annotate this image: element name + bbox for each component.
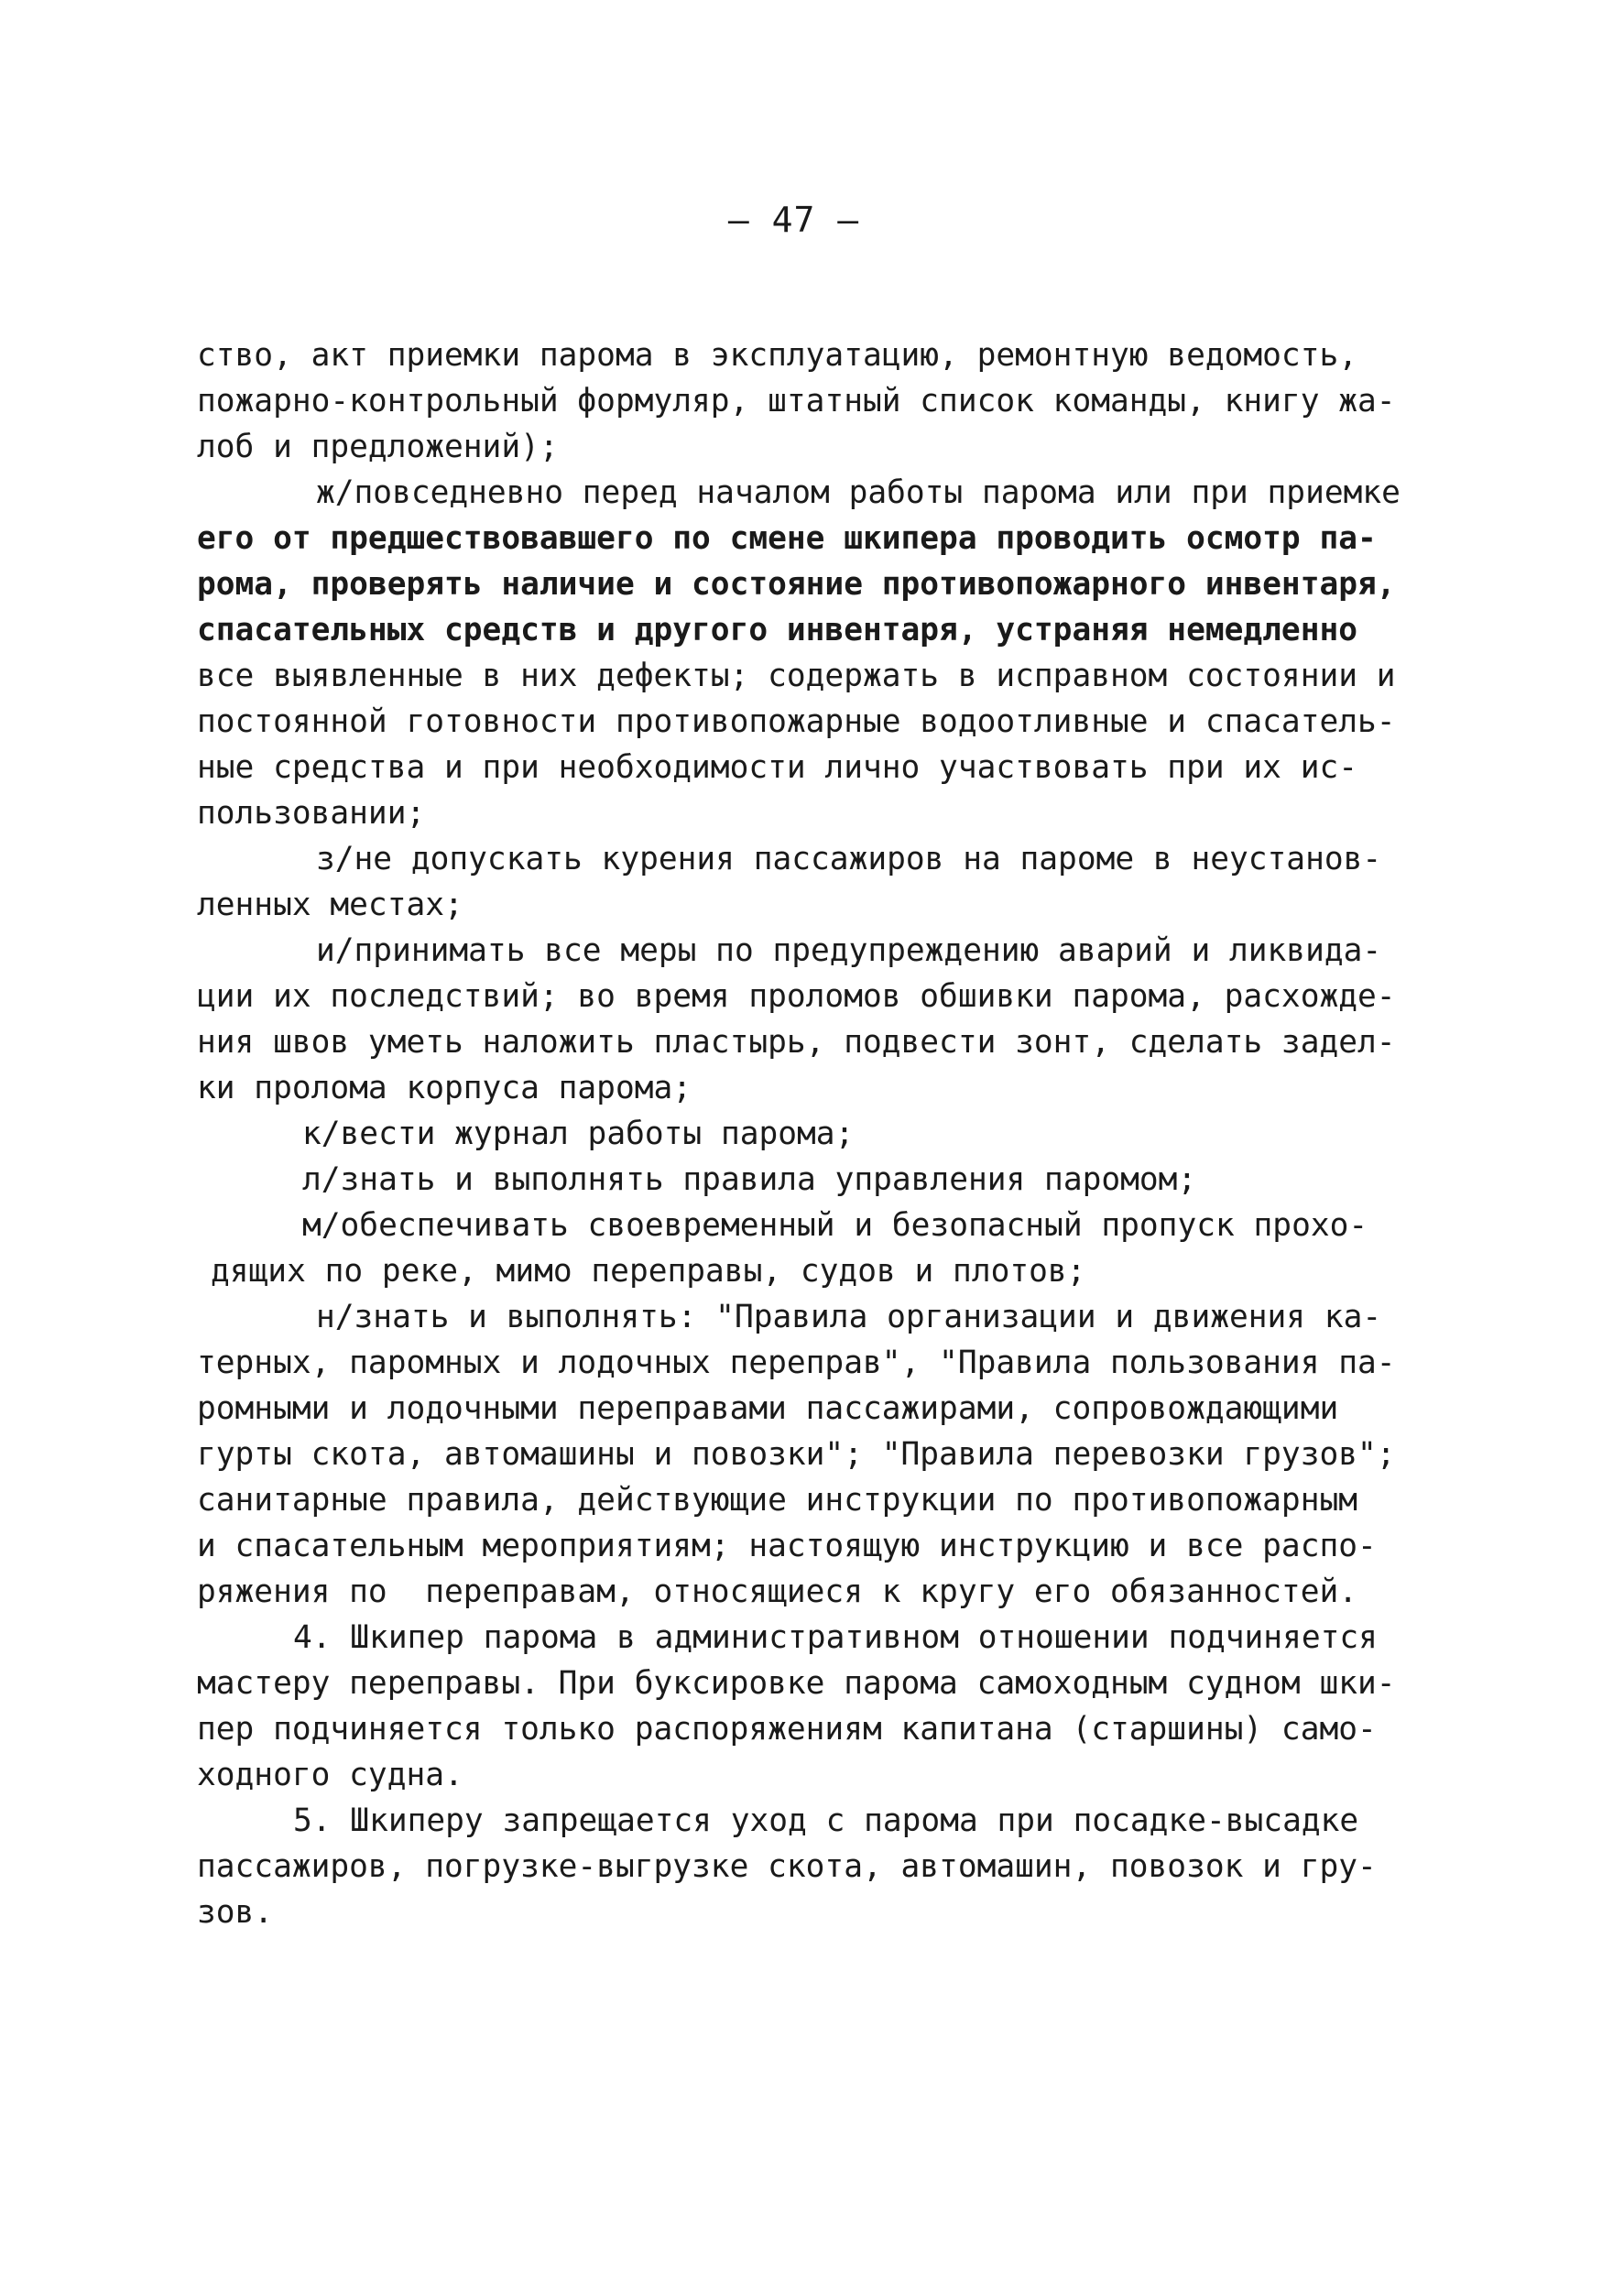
text-line: рома, проверять наличие и состояние противопожарного инвентаря,: [197, 566, 1396, 603]
text-line: пер подчиняется только распоряжениям капитана (старшины) само-: [197, 1711, 1377, 1748]
text-line: зов.: [197, 1894, 274, 1931]
text-line: ки пролома корпуса парома;: [197, 1070, 692, 1106]
text-line: ные средства и при необходимости лично участвовать при их ис-: [197, 749, 1358, 786]
text-line: санитарные правила, действующие инструкции по противопожарным: [197, 1482, 1358, 1519]
text-line: все выявленные в них дефекты; содержать в исправном состоянии и: [197, 658, 1396, 694]
text-line: мастеру переправы. При буксировке парома самоходным судном шки-: [197, 1665, 1396, 1702]
text-line: ряжения по переправам, относящиеся к кругу его обязанностей.: [197, 1574, 1358, 1610]
text-line: постоянной готовности противопожарные водоотливные и спасатель-: [197, 703, 1396, 740]
text-line: пользовании;: [197, 795, 426, 832]
text-line: дящих по реке, мимо переправы, судов и плотов;: [211, 1253, 1086, 1290]
page-number: — 47 —: [727, 200, 860, 240]
text-line: н/знать и выполнять: "Правила организации и движения ка-: [316, 1299, 1382, 1335]
text-line: и спасательным мероприятиям; настоящую инструкцию и все распо-: [197, 1528, 1377, 1564]
text-line: 4. Шкипер парома в административном отношении подчиняется: [293, 1619, 1378, 1656]
text-line: его от предшествовавшего по смене шкипера проводить осмотр па-: [197, 520, 1377, 557]
text-line: л/знать и выполнять правила управления паромом;: [302, 1161, 1197, 1198]
text-line: ж/повседневно перед началом работы парома или при приемке: [316, 474, 1401, 511]
text-line: ции их последствий; во время проломов обшивки парома, расхожде-: [197, 978, 1396, 1015]
text-line: м/обеспечивать своевременный и безопасный пропуск прохо-: [302, 1207, 1368, 1244]
text-line: к/вести журнал работы парома;: [302, 1116, 855, 1152]
text-line: ходного судна.: [197, 1757, 463, 1793]
text-line: ромными и лодочными переправами пассажирами, сопровождающими: [197, 1390, 1339, 1427]
text-line: ство, акт приемки парома в эксплуатацию, ремонтную ведомость,: [197, 337, 1358, 374]
text-line: ния швов уметь наложить пластырь, подвести зонт, сделать задел-: [197, 1024, 1396, 1061]
text-line: пассажиров, погрузке-выгрузке скота, автомашин, повозок и гру-: [197, 1848, 1377, 1885]
text-line: спасательных средств и другого инвентаря, устраняя немедленно: [197, 612, 1358, 648]
text-line: и/принимать все меры по предупреждению аварий и ликвида-: [316, 932, 1382, 969]
text-line: ленных местах;: [197, 887, 463, 923]
text-line: лоб и предложений);: [197, 429, 559, 465]
text-line: 5. Шкиперу запрещается уход с парома при посадке-высадке: [293, 1802, 1359, 1839]
text-line: терных, паромных и лодочных переправ", "Правила пользования па-: [197, 1345, 1396, 1381]
text-line: з/не допускать курения пассажиров на пароме в неустанов-: [316, 841, 1382, 877]
text-line: пожарно-контрольный формуляр, штатный список команды, книгу жа-: [197, 383, 1396, 419]
text-line: гурты скота, автомашины и повозки"; "Правила перевозки грузов";: [197, 1436, 1396, 1473]
